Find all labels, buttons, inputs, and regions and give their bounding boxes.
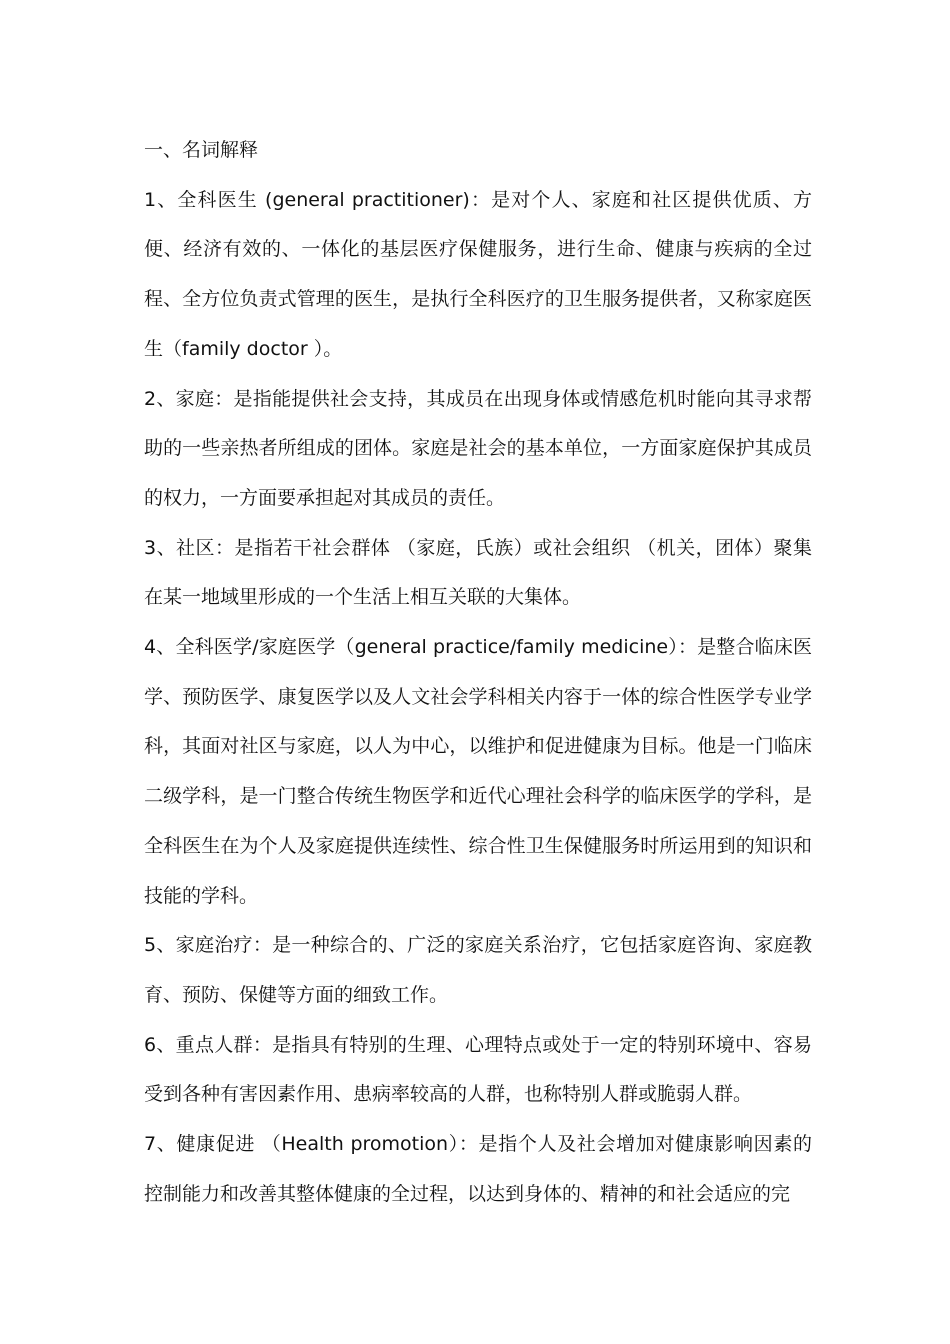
definition-family: 2、家庭：是指能提供社会支持，其成员在出现身体或情感危机时能向其寻求帮助的一些亲热者所组成的团体。家庭是社会的基本单位，一方面家庭保护其成员的权力，一方面要承担起对其成员的责任。 <box>144 387 812 509</box>
definition-family-therapy: 5、家庭治疗：是一种综合的、广泛的家庭关系治疗，它包括家庭咨询、家庭教育、预防、保健等方面的细致工作。 <box>144 934 812 1006</box>
definition-community: 3、社区：是指若干社会群体 （家庭，氏族）或社会组织 （机关，团体）聚集在某一地域里形成的一个生活上相互关联的大集体。 <box>144 536 812 609</box>
definition-key-population: 6、重点人群：是指具有特别的生理、心理特点或处于一定的特别环境中、容易受到各种有害因素作用、患病率较高的人群，也称特别人群或脆弱人群。 <box>144 1033 812 1106</box>
document-body <box>144 126 812 1219</box>
definition-health-promotion: 7、健康促进 （Health promotion）：是指个人及社会增加对健康影响因素的控制能力和改善其整体健康的全过程，以达到身体的、精神的和社会适应的完 <box>144 1133 812 1205</box>
definition-general-practice: 4、全科医学/家庭医学（general practice/family medicine）：是整合临床医学、预防医学、康复医学以及人文社会学科相关内容于一体的综合性医学专业学科，其面对社区与家庭，以人为中心，以维护和促进健康为目标。他是一门临床二级学科，是一门整合传统生物医学和近代心理社会科学的临床医学的学科，是全科医生在为个人及家庭提供连续性、综合性卫生保健服务时所运用到的知识和技能的学科。 <box>144 636 812 907</box>
section-heading: 一、名词解释 <box>144 139 259 161</box>
definition-general-practitioner: 1、全科医生 (general practitioner)：是对个人、家庭和社区提供优质、方便、经济有效的、一体化的基层医疗保健服务，进行生命、健康与疾病的全过程、全方位负责式管理的医生，是执行全科医疗的卫生服务提供者，又称家庭医生（family doctor ）。 <box>144 188 812 360</box>
